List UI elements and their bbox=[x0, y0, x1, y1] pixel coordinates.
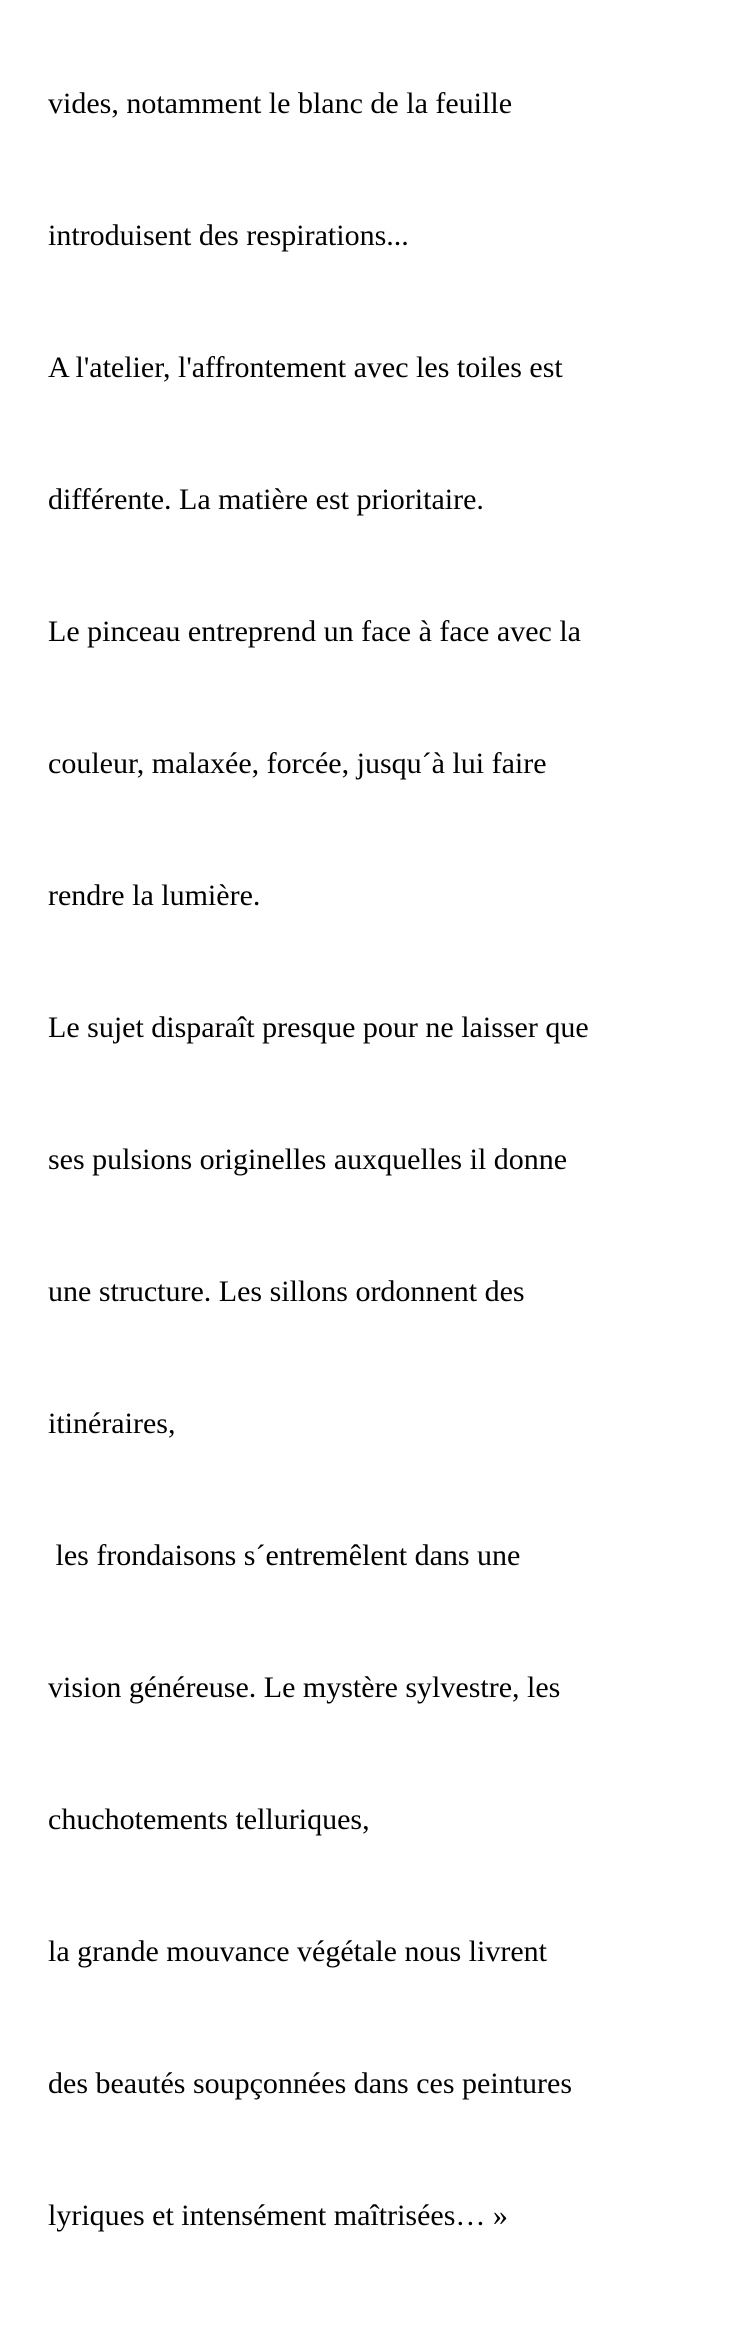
text-line: vides, notamment le blanc de la feuille bbox=[48, 87, 513, 120]
text-line: lyriques et intensément maîtrisées… » bbox=[48, 2199, 508, 2232]
text-line: couleur, malaxée, forcée, jusqu´à lui faire bbox=[48, 747, 547, 780]
text-line: ses pulsions originelles auxquelles il donne bbox=[48, 1143, 568, 1176]
text-line: chuchotements telluriques, bbox=[48, 1803, 370, 1836]
text-line: une structure. Les sillons ordonnent des bbox=[48, 1275, 525, 1308]
text-line: itinéraires, bbox=[48, 1407, 176, 1440]
text-line: Le sujet disparaît presque pour ne laisser que bbox=[48, 1011, 589, 1044]
text-line: différente. La matière est prioritaire. bbox=[48, 483, 484, 516]
text-line: introduisent des respirations... bbox=[48, 219, 409, 252]
body-text bbox=[48, 0, 738, 2326]
text-line: Le pinceau entreprend un face à face avec la bbox=[48, 615, 581, 648]
text-line: les frondaisons s´entremêlent dans une bbox=[48, 1539, 521, 1572]
text-line: A l'atelier, l'affrontement avec les toiles est bbox=[48, 351, 563, 384]
text-line: la grande mouvance végétale nous livrent bbox=[48, 1935, 547, 1968]
text-line: rendre la lumière. bbox=[48, 879, 261, 912]
text-line: vision généreuse. Le mystère sylvestre, les bbox=[48, 1671, 561, 1704]
text-line: des beautés soupçonnées dans ces peintures bbox=[48, 2067, 573, 2100]
